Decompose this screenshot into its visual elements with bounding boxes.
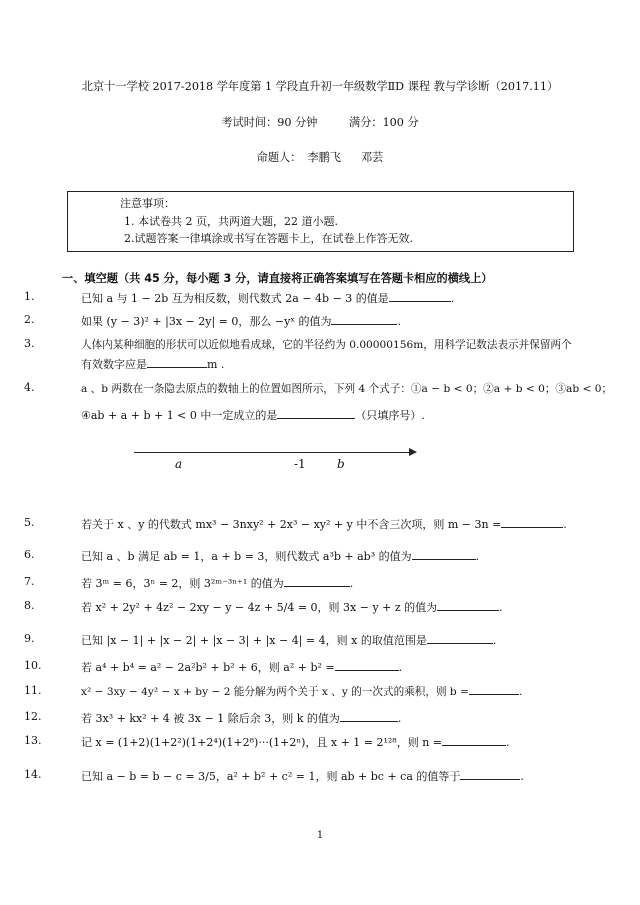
numberline-label-a: a [175, 457, 183, 471]
answer-blank [437, 600, 499, 611]
question-number: 12. [24, 710, 42, 723]
answer-blank [427, 633, 493, 644]
question-text: 已知 a 、b 满足 ab = 1，a + b = 3，则代数式 a³b + ab³ 的值为 . [81, 550, 480, 563]
question-text: 如果 (y − 3)² + |3x − 2y| = 0，那么 −yˣ 的值为 . [81, 315, 401, 328]
exam-time: 考试时间：90 分钟 [221, 116, 318, 129]
question-number: 4. [24, 381, 35, 394]
question-text: x² − 3xy − 4y² − x + by − 2 能分解为两个关于 x 、y 的一次式的乘积，则 b = . [81, 686, 523, 698]
question-number: 2. [24, 313, 35, 326]
question-text: 若 3ᵐ = 6，3ⁿ = 2，则 3²ᵐ⁻³ⁿ⁺¹ 的值为 . [81, 577, 354, 590]
answer-blank [412, 549, 476, 560]
question-text: 若 x² + 2y² + 4z² − 2xy − y − 4z + 5/4 = 0，则 3x − y + z 的值为 . [81, 601, 503, 614]
author-line [0, 149, 640, 165]
answer-blank [389, 291, 451, 302]
exam-score: 满分：100 分 [349, 116, 419, 129]
answer-blank [442, 735, 506, 746]
author-label: 命题人： [256, 151, 302, 164]
question-text: 若 a⁴ + b⁴ = a² − 2a²b² + b² + 6，则 a² + b² = . [81, 661, 403, 674]
answer-blank [277, 408, 355, 419]
answer-blank [469, 684, 519, 695]
question-number: 3. [24, 337, 35, 350]
numberline-label-minus-one: -1 [294, 457, 306, 471]
notice-item-2: 2.试题答案一律填涂或书写在答题卡上，在试卷上作答无效. [124, 232, 413, 245]
question-number: 8. [24, 599, 35, 612]
question-number: 6. [24, 548, 35, 561]
answer-blank [340, 711, 398, 722]
numberline-label-b: b [337, 457, 345, 471]
answer-blank [284, 576, 350, 587]
author-name-2: 邓芸 [360, 151, 384, 164]
question-number: 1. [24, 290, 35, 303]
question-text: 已知 |x − 1| + |x − 2| + |x − 3| + |x − 4| = 4，则 x 的取值范围是 . [81, 634, 497, 647]
document-title: 北京十一学校 2017-2018 学年度第 1 学段直升初一年级数学ⅡD 课程 教与学诊断（2017.11） [81, 80, 559, 93]
question-number: 11. [24, 684, 42, 697]
number-line [134, 452, 411, 453]
question-text-line-2: 有效数字应是 m . [81, 358, 225, 371]
question-text-line-1: a 、b 两数在一条隐去原点的数轴上的位置如图所示，下列 4 个式子：①a − b < 0；②a + b < 0；③ab < 0； [81, 383, 613, 395]
question-text: 已知 a − b = b − c = 3/5，a² + b² + c² = 1，则 ab + bc + ca 的值等于 . [81, 770, 524, 783]
question-number: 7. [24, 575, 35, 588]
question-text-line-2: ④ab + a + b + 1 < 0 中一定成立的是 （只填序号）. [81, 409, 425, 422]
question-number: 14. [24, 768, 42, 781]
exam-info [0, 114, 640, 130]
question-number: 13. [24, 734, 42, 747]
question-text: 记 x = (1+2)(1+2²)(1+2⁴)(1+2⁸)···(1+2ⁿ)，且 x + 1 = 2¹²⁸，则 n = . [81, 736, 510, 749]
arrow-right-icon [409, 448, 417, 456]
section-heading: 一、填空题（共 45 分，每小题 3 分，请直接将正确答案填写在答题卡相应的横线上） [62, 272, 493, 285]
notice-title: 注意事项： [120, 197, 175, 210]
author-name-1: 李鹏飞 [307, 151, 341, 164]
page-number: 1 [316, 830, 324, 841]
question-number: 5. [24, 516, 35, 529]
question-text: 若 3x³ + kx² + 4 被 3x − 1 除后余 3，则 k 的值为 . [81, 712, 402, 725]
answer-blank [460, 769, 520, 780]
question-number: 10. [24, 659, 42, 672]
answer-blank [501, 517, 563, 528]
notice-item-1: 1. 本试卷共 2 页，共两道大题，22 道小题. [124, 215, 338, 228]
answer-blank [147, 357, 207, 368]
answer-blank [335, 660, 399, 671]
question-text: 若关于 x 、y 的代数式 mx³ − 3nxy² + 2x³ − xy² + y 中不含三次项，则 m − 3n = . [81, 518, 567, 531]
notice-box [67, 191, 574, 252]
answer-blank [331, 314, 397, 325]
question-number: 9. [24, 632, 35, 645]
question-text-line-1: 人体内某种细胞的形状可以近似地看成球，它的半径约为 0.00000156m，用科学记数法表示并保留两个 [81, 339, 572, 351]
question-text: 已知 a 与 1 − 2b 互为相反数，则代数式 2a − 4b − 3 的值是 . [81, 292, 455, 305]
